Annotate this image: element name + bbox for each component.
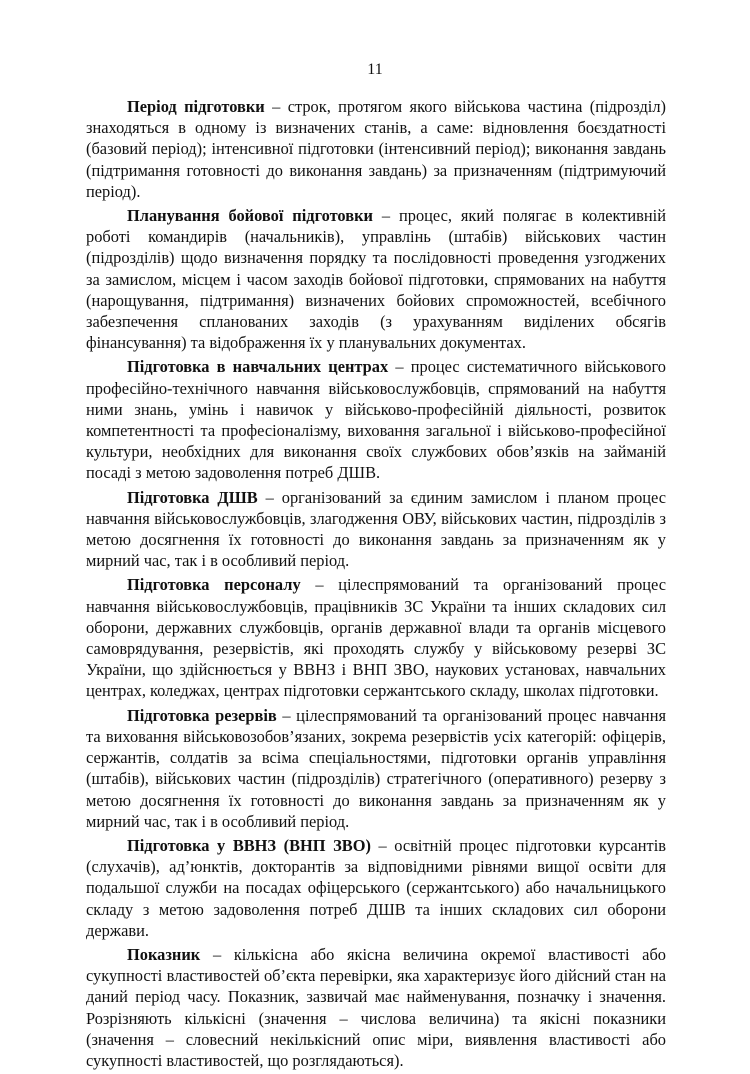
definition-term: Підготовка ДШВ	[127, 487, 258, 507]
definition-paragraph	[86, 944, 666, 1071]
definition-paragraph	[86, 705, 666, 832]
definition-paragraph	[86, 487, 666, 572]
definition-paragraph	[86, 574, 666, 701]
definition-paragraph	[86, 205, 666, 353]
definition-paragraph	[86, 835, 666, 941]
definition-text: – цілеспрямований та організований процес навчання та виховання військовозобов’язаних, зокрема резервістів усіх категорій: офіцерів, сержантів, солдатів за всіма спеціальностями, підготовки органів управління (штабів), військових частин (підрозділів) стратегічного (оперативного) резерву з метою досягнення їх готовності до виконання завдань за призначенням як у мирний час, так і в особливий період.	[86, 705, 667, 831]
definition-text: – кількісна або якісна величина окремої властивості або сукупності властивостей об’єкта перевірки, яка характеризує його дійсний стан на даний період часу. Показник, зазвичай має найменування, позначку і значення. Розрізняють кількісні (значення – числова величина) та якісні показники (значення – словесний некількісний опис міри, виявлення властивості або сукупності властивостей, що розглядаються).	[86, 944, 666, 1070]
definition-paragraph	[86, 356, 666, 483]
definition-term: Підготовка у ВВНЗ (ВНП ЗВО)	[127, 835, 371, 855]
definition-text: – цілеспрямований та організований процес навчання військовослужбовців, працівників ЗС України та інших складових сил оборони, державних службовців, органів державної влади та органів місцевого самоврядування, резервістів, які проходять службу у військовому резерві ЗС України, що здійснюється у ВВНЗ і ВНП ЗВО, наукових установах, навчальних центрах, коледжах, центрах підготовки сержантського складу, школах підготовки.	[86, 575, 666, 701]
page-number: 11	[367, 61, 383, 78]
definition-term: Підготовка в навчальних центрах	[127, 357, 389, 377]
definition-term: Підготовка персоналу	[127, 575, 301, 595]
definition-term: Планування бойової підготовки	[127, 206, 373, 226]
definition-text: – процес, який полягає в колективній роботі командирів (начальників), управлінь (штабів) військових частин (підрозділів) щодо визначення порядку та послідовності проведення узгоджених за замислом, місцем і часом заходів бойової підготовки, спрямованих на набуття (нарощування, підтримання) визначених бойових спроможностей, всебічного забезпечення спланованих заходів (з урахуванням виділених обсягів фінансування) та відображення їх у планувальних документах.	[86, 206, 666, 353]
page-body	[86, 96, 666, 1074]
definition-text: – строк, протягом якого військова частина (підрозділ) знаходяться в одному із визначених станів, а саме: відновлення боєздатності (базовий період); інтенсивної підготовки (інтенсивний період); виконання завдань (підтримання готовності до виконання завдань) за призначенням (підтримуючий період).	[86, 97, 666, 201]
definition-text: – процес систематичного військового професійно-технічного навчання військовослужбовців, спрямований на набуття ними знань, умінь і навичок у військово-професійній діяльності, розвиток компетентності та професіоналізму, виховання загальної і військово-професійної культури, необхідних для виконання своїх службових обов’язків на займаній посаді з метою задоволення потреб ДШВ.	[86, 357, 666, 483]
definition-term: Підготовка резервів	[127, 705, 277, 725]
definition-text: – освітній процес підготовки курсантів (слухачів), ад’юнктів, докторантів за відповідними рівнями вищої освіти для подальшої служби на посадах офіцерського (сержантського) або начальницького складу з метою задоволення потреб ДШВ та інших складових сил оборони держави.	[86, 835, 666, 940]
definition-term: Період підготовки	[127, 97, 265, 116]
definition-paragraph	[86, 96, 666, 202]
definition-term: Показник	[127, 944, 201, 964]
definition-text: – організований за єдиним замислом і планом процес навчання військовослужбовців, злагодження ОВУ, військових частин, підрозділів з метою досягнення їх готовності до виконання завдань за призначенням як у мирний час, так і в особливий період.	[86, 487, 666, 571]
